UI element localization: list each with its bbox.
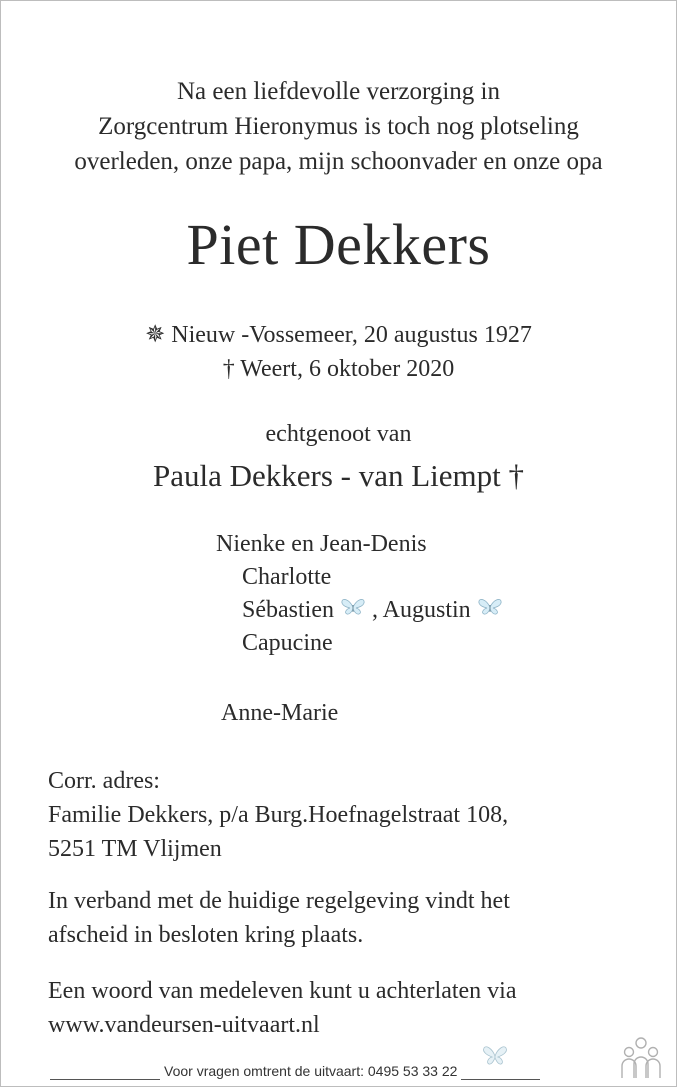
family-grandchild-3-sep: , Augustin <box>371 597 471 623</box>
corr-label: Corr. adres: <box>48 768 160 794</box>
life-dates <box>0 318 677 386</box>
corr-line-2: 5251 TM Vlijmen <box>48 836 222 862</box>
birth-line <box>0 318 677 352</box>
death-line: † Weert, 6 oktober 2020 <box>222 356 455 382</box>
footer <box>0 1060 677 1084</box>
intro-line-1: Na een liefdevolle verzorging in <box>176 78 501 105</box>
correspondence-address <box>48 764 508 866</box>
notice-line-2: afscheid in besloten kring plaats. <box>48 922 364 948</box>
family-grandchild-2: Sébastien <box>242 597 334 623</box>
family-child-2: Anne-Marie <box>221 700 339 726</box>
family-grandchild-4: Capucine <box>242 630 333 656</box>
family-grandchild-row <box>242 594 503 627</box>
spouse-name: Paula Dekkers - van Liempt † <box>152 458 525 493</box>
birth-star-icon: ✵ <box>145 322 166 348</box>
condolence-text <box>48 974 516 1042</box>
funeral-notice <box>48 884 510 952</box>
intro-text <box>0 74 677 179</box>
butterfly-icon <box>340 594 366 627</box>
corr-line-1: Familie Dekkers, p/a Burg.Hoefnagelstraat 108, <box>48 802 509 828</box>
deceased-name: Piet Dekkers <box>186 212 491 277</box>
intro-line-3: overleden, onze papa, mijn schoonvader en onze opa <box>74 148 603 175</box>
condolence-line-2: www.vandeursen-uitvaart.nl <box>48 1012 320 1038</box>
family-child-1: Nienke en Jean-Denis <box>216 531 427 557</box>
spouse-prefix: echtgenoot van <box>265 421 412 447</box>
family-circles-logo <box>617 1034 665 1085</box>
intro-line-2: Zorgcentrum Hieronymus is toch nog plotseling <box>98 113 579 140</box>
family-grandchild-1: Charlotte <box>242 564 332 590</box>
footer-butterfly-icon <box>480 1044 510 1073</box>
birth-text: Nieuw -Vossemeer, 20 augustus 1927 <box>171 322 532 348</box>
notice-line-1: In verband met de huidige regelgeving vindt het <box>48 888 510 914</box>
condolence-line-1: Een woord van medeleven kunt u achterlaten via <box>48 978 517 1004</box>
footer-contact: Voor vragen omtrent de uitvaart: 0495 53 33 22 <box>160 1061 461 1081</box>
butterfly-icon <box>477 594 503 627</box>
